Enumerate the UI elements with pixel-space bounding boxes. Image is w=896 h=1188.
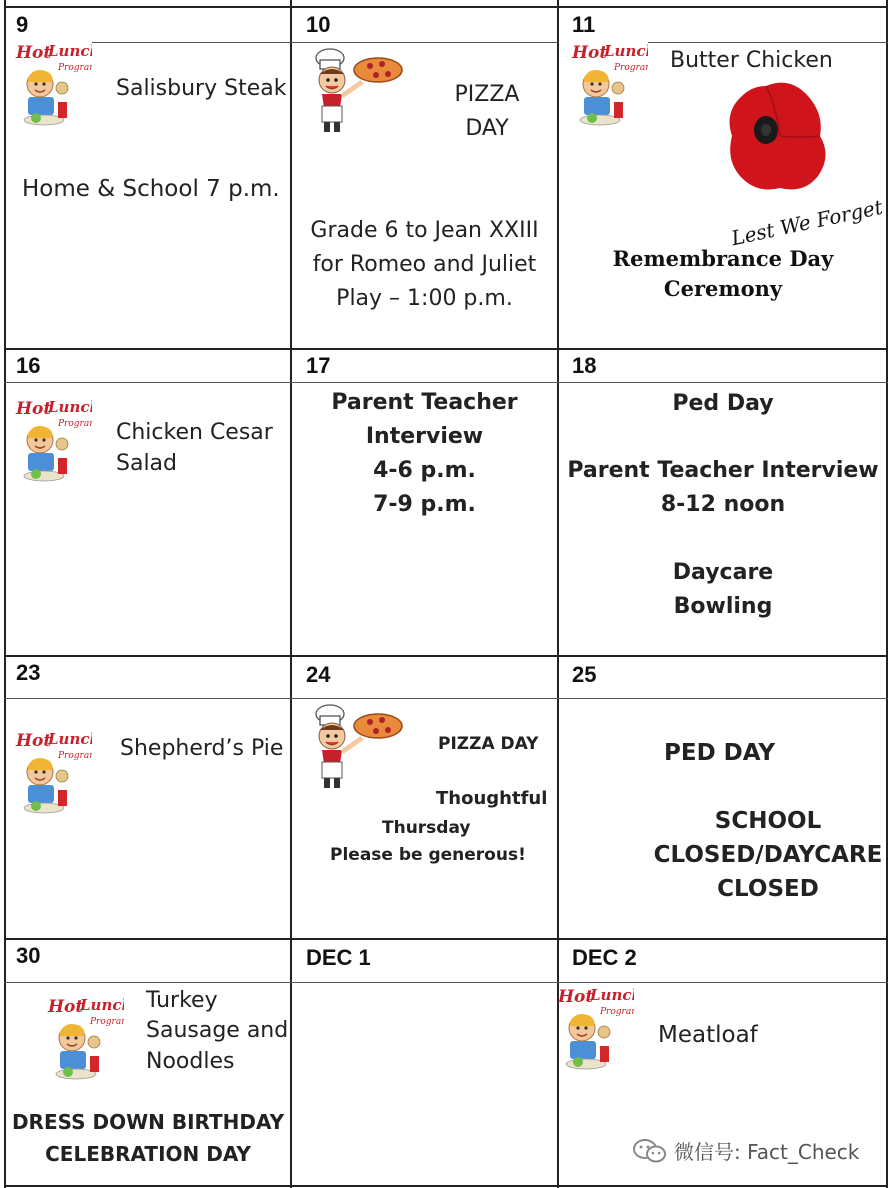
event-text: 7-9 p.m.: [373, 492, 476, 517]
lunch-menu-item: Salad: [116, 451, 178, 476]
hot-lunch-logo-icon: [556, 984, 634, 1076]
pizza-chef-icon: [306, 702, 406, 792]
grid-line: [4, 382, 888, 383]
pizza-day-text: DAY: [465, 116, 509, 141]
day-number: 25: [572, 662, 597, 687]
event-text: Ped Day: [672, 391, 774, 416]
hot-lunch-logo-icon: [14, 40, 92, 132]
event-text: Thursday: [382, 818, 471, 838]
grid-line: [92, 42, 292, 43]
grid-line: [290, 0, 292, 1188]
event-text: 4-6 p.m.: [373, 458, 476, 483]
grid-line: [4, 348, 888, 350]
event-text: SCHOOL: [714, 808, 822, 834]
pizza-chef-icon: [306, 46, 406, 136]
event-text: CELEBRATION DAY: [45, 1142, 251, 1166]
event-text: Parent Teacher Interview: [567, 458, 879, 483]
watermark: [632, 1136, 859, 1165]
event-text: PED DAY: [664, 740, 776, 766]
event-text: Remembrance Day: [612, 246, 834, 271]
day-number: 9: [16, 12, 29, 37]
lunch-menu-item: Butter Chicken: [670, 48, 833, 73]
event-text: Interview: [365, 424, 484, 449]
day-number: 30: [16, 943, 41, 968]
event-text: Play – 1:00 p.m.: [336, 286, 513, 311]
pizza-day-text: PIZZA DAY: [438, 734, 539, 754]
remembrance-poppy-icon: [720, 76, 885, 251]
grid-line: [648, 42, 888, 43]
grid-line: [4, 655, 888, 657]
day-number: 11: [572, 12, 596, 37]
lunch-menu-item: Turkey: [146, 988, 218, 1013]
event-text: Bowling: [673, 594, 773, 619]
event-text: Thoughtful: [436, 788, 548, 809]
hot-lunch-logo-icon: [14, 728, 92, 820]
grid-line: [4, 0, 6, 1188]
event-text: Ceremony: [663, 276, 783, 301]
day-number: 18: [572, 353, 597, 378]
event-text: Grade 6 to Jean XXIII: [310, 218, 539, 243]
watermark-text: 微信号: Fact_Check: [674, 1140, 860, 1164]
lunch-menu-item: Shepherd’s Pie: [120, 736, 284, 761]
hot-lunch-logo-icon: [46, 994, 124, 1086]
day-number: 10: [306, 12, 331, 37]
grid-line: [4, 6, 888, 8]
event-text: CLOSED/DAYCARE: [653, 842, 883, 868]
grid-line: [4, 698, 888, 699]
poppy-caption: Lest We Forget: [729, 194, 885, 251]
event-text: 8-12 noon: [660, 492, 786, 517]
hot-lunch-logo-icon: [570, 40, 648, 132]
day-number: 23: [16, 660, 41, 685]
day-number: 17: [306, 353, 331, 378]
event-text: CLOSED: [717, 876, 819, 902]
grid-line: [4, 1185, 888, 1187]
lunch-menu-item: Chicken Cesar: [116, 420, 273, 445]
event-text: DRESS DOWN BIRTHDAY: [11, 1110, 285, 1134]
grid-line: [4, 982, 888, 983]
grid-line: [4, 938, 888, 940]
day-number: 24: [306, 662, 331, 687]
grid-line: [886, 0, 888, 1188]
wechat-icon: [632, 1138, 668, 1164]
lunch-menu-item: Salisbury Steak: [116, 76, 287, 101]
grid-line: [290, 42, 558, 43]
event-text: for Romeo and Juliet: [312, 252, 537, 277]
event-text: Daycare: [672, 560, 774, 585]
lunch-menu-item: Sausage and: [146, 1018, 289, 1043]
lunch-menu-item: Noodles: [146, 1049, 235, 1074]
day-number: DEC 1: [306, 945, 371, 970]
day-number: DEC 2: [572, 945, 637, 970]
event-text: Home & School 7 p.m.: [22, 176, 280, 202]
event-text: Parent Teacher: [331, 390, 518, 415]
hot-lunch-logo-icon: [14, 396, 92, 488]
pizza-day-text: PIZZA: [454, 82, 520, 107]
day-number: 16: [16, 353, 41, 378]
event-text: Please be generous!: [330, 845, 526, 865]
lunch-menu-item: Meatloaf: [658, 1022, 758, 1048]
